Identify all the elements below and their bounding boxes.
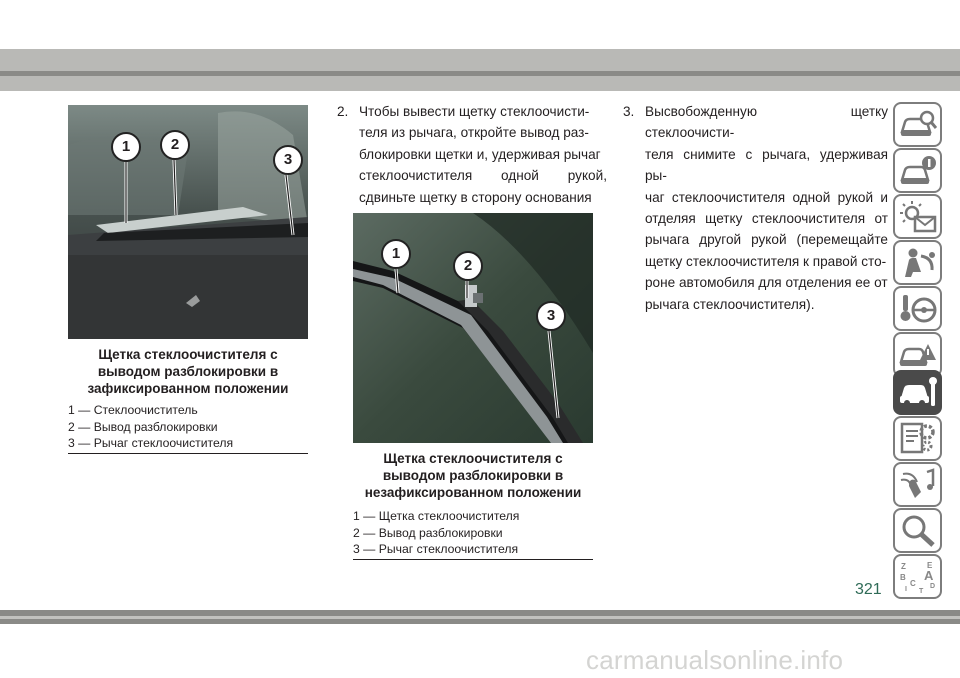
key-steering-wheel-icon xyxy=(899,292,937,326)
car-wrench-icon xyxy=(899,376,939,410)
figure2-leader-lines xyxy=(353,213,593,443)
step-line: стеклоочистителя одной рукой, xyxy=(359,168,607,184)
alphabet-letter: Z xyxy=(901,562,906,571)
step-line: рычага стеклоочистителя). xyxy=(645,296,815,312)
tab-satellite-music[interactable] xyxy=(893,462,942,507)
tab-seat-airbag[interactable] xyxy=(893,240,942,285)
document-gear-icon xyxy=(899,422,937,456)
tab-key-steering-wheel[interactable] xyxy=(893,286,942,331)
step-2 xyxy=(337,101,607,231)
step-line: щетку стеклоочистителя к правой сто- xyxy=(645,253,887,269)
tab-document-gear[interactable] xyxy=(893,416,942,461)
figure1-callout-2: 2 xyxy=(160,130,190,160)
tab-lights-message[interactable] xyxy=(893,194,942,239)
step-line: рычага другой рукой (перемещайте xyxy=(645,232,888,248)
step-line: роне автомобиля для отделения ее от xyxy=(645,275,888,291)
figure2-legend xyxy=(353,508,519,558)
page-number: 321 xyxy=(855,581,882,598)
figure2-callout-3: 3 xyxy=(536,301,566,331)
figure1-callout-3: 3 xyxy=(273,145,303,175)
header-band-stripe xyxy=(0,71,960,76)
alphabet-letter: D xyxy=(930,583,936,590)
tab-car-warning-info[interactable] xyxy=(893,148,942,193)
step-number: 3. xyxy=(623,104,635,119)
figure2-callout-1: 1 xyxy=(381,239,411,269)
figure1-caption-line: зафиксированном положении xyxy=(87,381,289,396)
figure1-caption-line: выводом разблокировки в xyxy=(97,364,279,379)
step-line: Высвобожденную щетку стеклоочисти- xyxy=(645,104,888,141)
step-line: блокировки щетки и, удерживая рычаг xyxy=(359,146,601,162)
alphabet-letter: C xyxy=(910,579,916,588)
lights-message-icon xyxy=(899,200,937,234)
figure1-leader-lines xyxy=(68,105,308,339)
alphabet-letter: B xyxy=(900,573,906,582)
step-text xyxy=(645,101,888,315)
alphabet-index-icon xyxy=(899,560,937,594)
step-line: сдвиньте щетку в сторону основания xyxy=(359,189,592,205)
figure2-legend-item: 2 — Вывод разблокировки xyxy=(353,525,503,540)
seat-airbag-icon xyxy=(899,246,937,280)
car-search-icon xyxy=(899,108,937,142)
footer-band xyxy=(0,610,960,624)
figure2-callout-2: 2 xyxy=(453,251,483,281)
step-line: отделяя щетку стеклоочистителя от xyxy=(645,211,888,227)
figure1-legend xyxy=(68,402,233,452)
figure2-photo xyxy=(353,213,593,443)
alphabet-letter: E xyxy=(927,561,933,570)
figure2-caption-title xyxy=(353,450,593,501)
figure1-caption-line: Щетка стеклоочистителя с xyxy=(98,347,278,362)
step-line: чаг стеклоочистителя одной рукой и xyxy=(645,189,888,205)
figure2-legend-item: 1 — Щетка стеклоочистителя xyxy=(353,509,520,523)
step-number: 2. xyxy=(337,104,349,119)
footer-band-stripe xyxy=(0,616,960,619)
figure1-rule xyxy=(68,453,308,454)
figure2-caption-line: незафиксированном положении xyxy=(364,485,582,500)
tab-magnifier[interactable] xyxy=(893,508,942,553)
figure2-legend-item: 3 — Рычаг стеклоочистителя xyxy=(353,542,519,556)
tab-car-wrench[interactable] xyxy=(893,370,942,415)
magnifier-icon xyxy=(899,514,937,548)
figure1-caption-title xyxy=(68,346,308,397)
tab-alphabet-index[interactable] xyxy=(893,554,942,599)
car-warning-info-icon xyxy=(899,154,937,188)
car-hazard-icon xyxy=(899,338,937,372)
figure1-legend-item: 2 — Вывод разблокировки xyxy=(68,419,218,434)
figure1-callout-1: 1 xyxy=(111,132,141,162)
step-line: теля из рычага, откройте вывод раз- xyxy=(359,125,589,141)
alphabet-letter: I xyxy=(905,586,907,593)
step-line: Чтобы вывести щетку стеклоочисти- xyxy=(359,104,590,119)
figure1-legend-item: 1 — Стеклоочиститель xyxy=(68,403,198,417)
figure2-caption-line: выводом разблокировки в xyxy=(382,468,564,483)
satellite-music-icon xyxy=(899,468,937,502)
step-line: теля снимите с рычага, удерживая ры- xyxy=(645,146,888,184)
figure1-legend-item: 3 — Рычаг стеклоочистителя xyxy=(68,436,234,450)
header-band xyxy=(0,49,960,91)
watermark: carmanualsonline.info xyxy=(586,645,844,675)
step-text xyxy=(359,101,607,229)
figure2-rule xyxy=(353,559,593,560)
tab-car-search[interactable] xyxy=(893,102,942,147)
step-3 xyxy=(623,101,888,312)
figure1-photo xyxy=(68,105,308,339)
alphabet-letter: A xyxy=(924,568,934,583)
figure2-caption-line: Щетка стеклоочистителя с xyxy=(383,451,563,466)
alphabet-letter: T xyxy=(919,588,924,594)
